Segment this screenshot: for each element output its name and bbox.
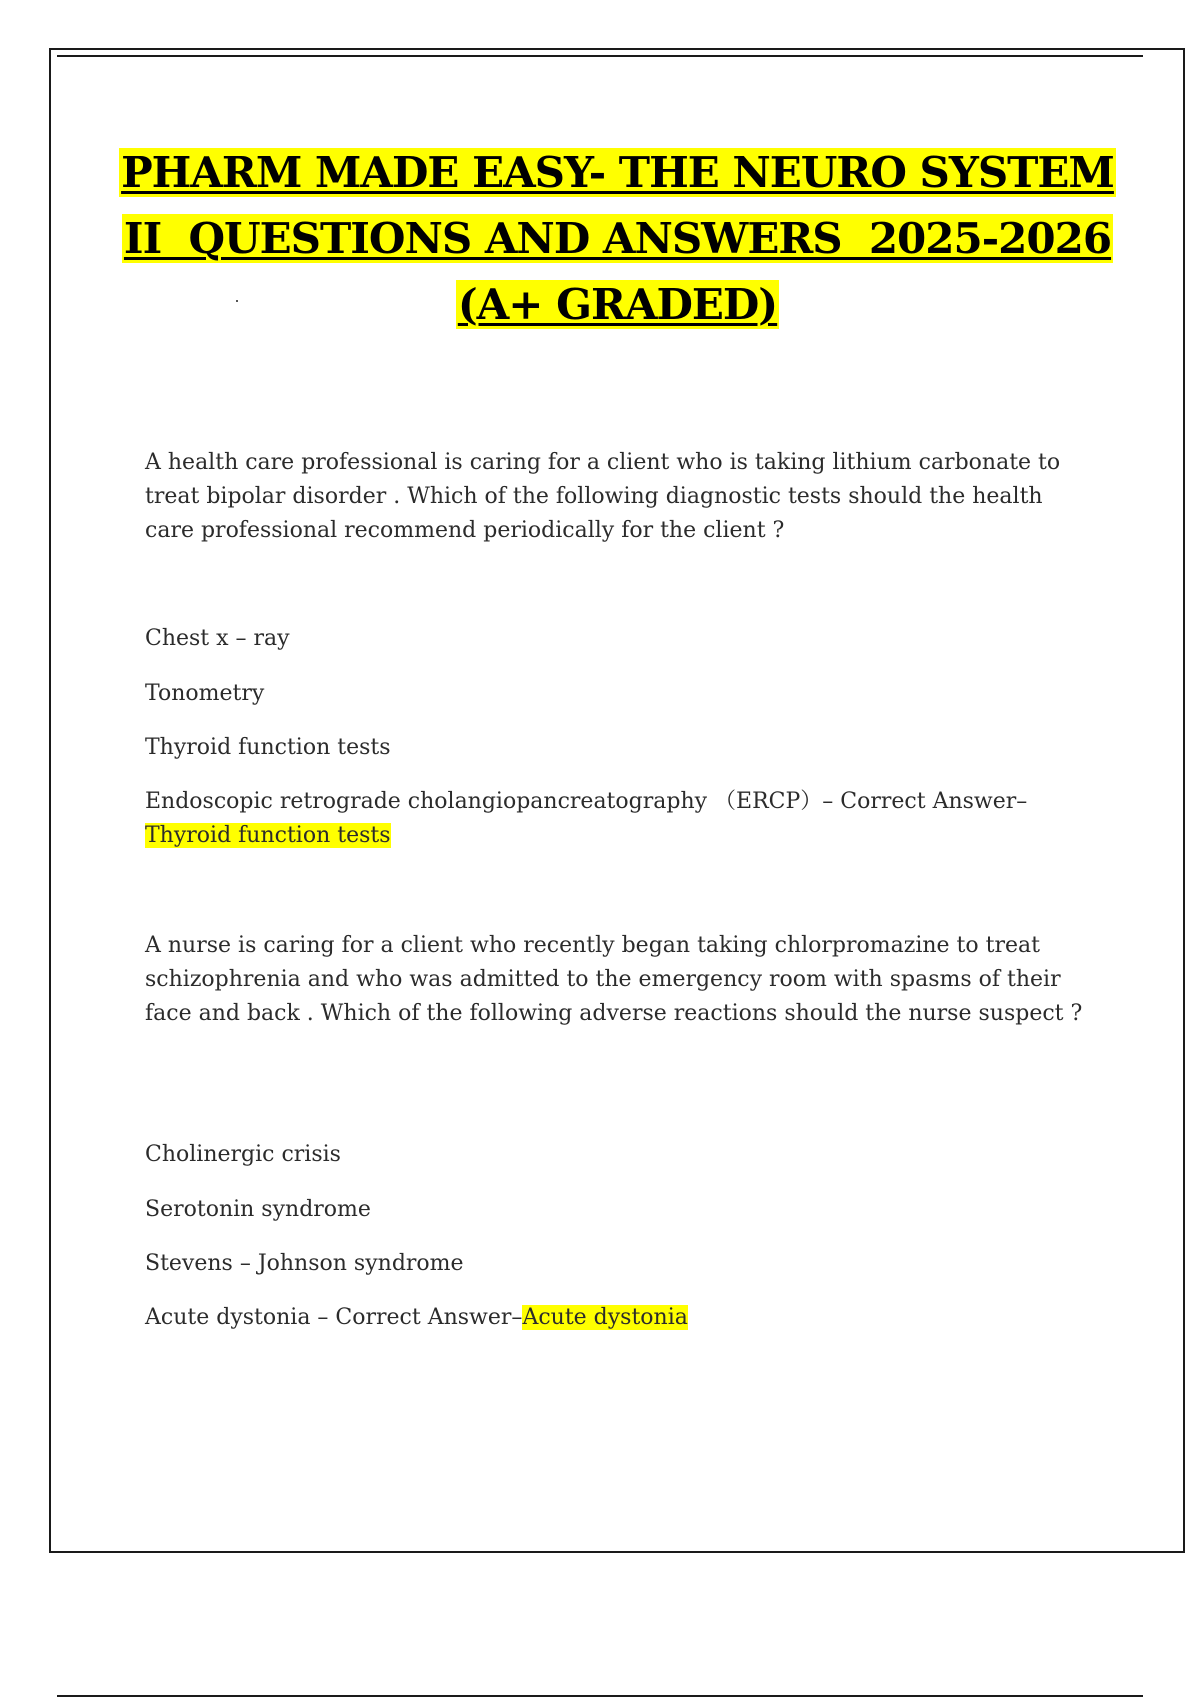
question-1-text: A health care professional is caring for a client who is taking lithium carbonate to treat bipolar disorder . Which of the following diagnostic tests should the health care professional recommend periodically for the client ? bbox=[145, 450, 1061, 543]
question-1-option-2: Tonometry bbox=[145, 681, 265, 706]
title-line-2: II QUESTIONS AND ANSWERS 2025-2026 bbox=[123, 214, 1112, 263]
document-title bbox=[100, 140, 1135, 338]
bottom-rule bbox=[57, 1695, 1143, 1697]
top-rule bbox=[57, 55, 1143, 57]
title-line-1: PHARM MADE EASY- THE NEURO SYSTEM bbox=[121, 148, 1114, 197]
question-1-option-4: Endoscopic retrograde cholangiopancreatography （ERCP）– Correct Answer– bbox=[145, 789, 1028, 814]
question-2-answer-highlight: Acute dystonia bbox=[522, 1305, 688, 1330]
question-2-option-2: Serotonin syndrome bbox=[145, 1197, 371, 1222]
question-2-option-1: Cholinergic crisis bbox=[145, 1142, 341, 1167]
question-2-option-3: Stevens – Johnson syndrome bbox=[145, 1251, 464, 1276]
question-1-option-3: Thyroid function tests bbox=[145, 735, 391, 760]
question-1-option-1: Chest x – ray bbox=[145, 626, 290, 651]
question-1-answer bbox=[145, 819, 391, 853]
question-1-answer-highlight: Thyroid function tests bbox=[145, 823, 391, 848]
title-line-3: (A+ GRADED) bbox=[457, 280, 778, 329]
question-2-option-4-text: Acute dystonia – Correct Answer– bbox=[145, 1305, 523, 1330]
stray-dot bbox=[236, 300, 238, 302]
question-2-option-4 bbox=[145, 1301, 688, 1335]
question-2-text: A nurse is caring for a client who recently began taking chlorpromazine to treat schizophrenia and who was admitted to the emergency room with spasms of their face and back . Which of the following adverse reactions should the nurse suspect ? bbox=[145, 933, 1083, 1026]
